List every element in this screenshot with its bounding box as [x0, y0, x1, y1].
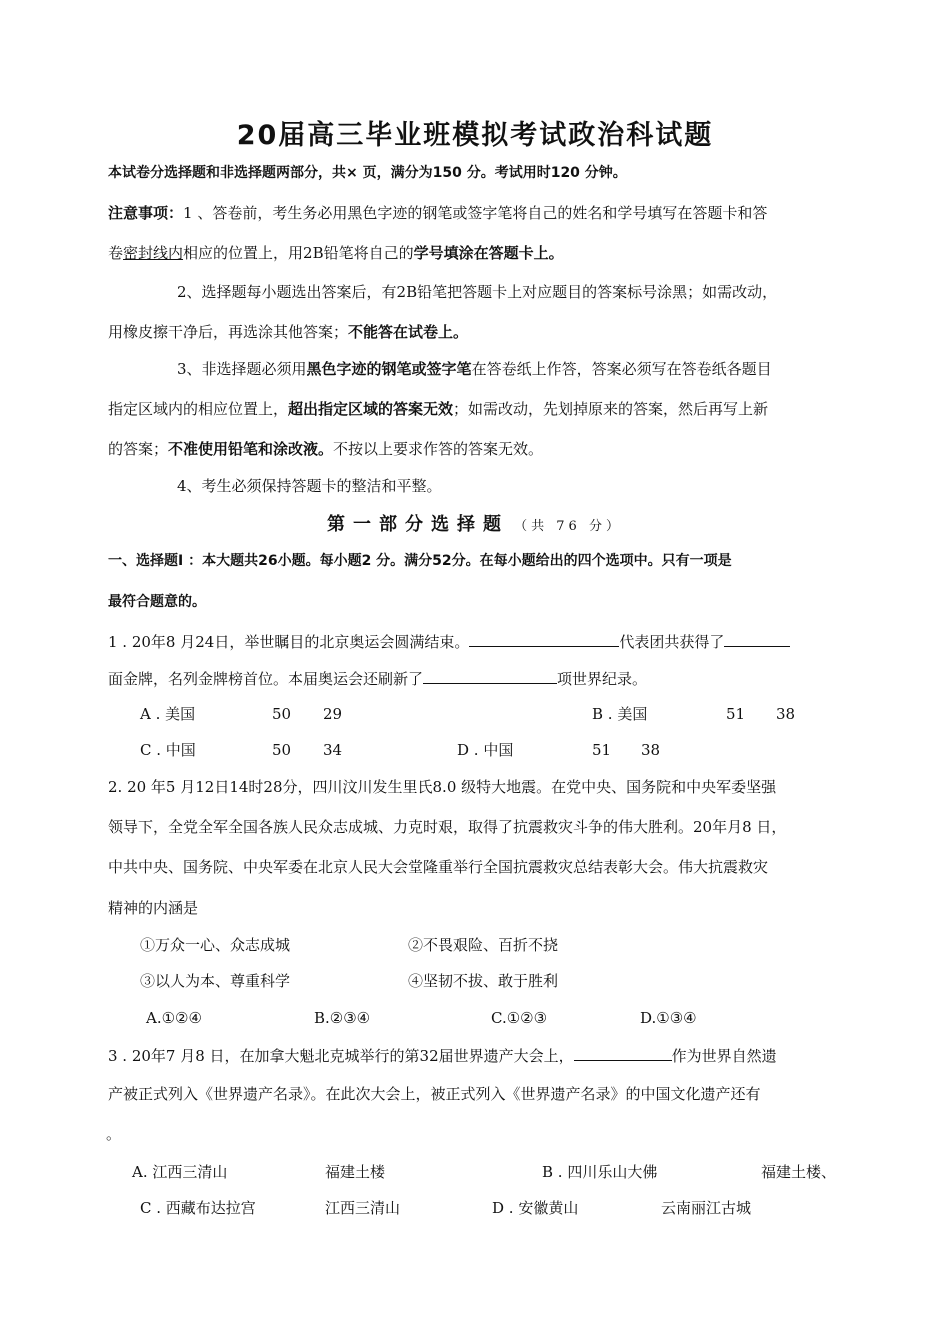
note-4: 4、考生必须保持答题卡的整洁和平整。 [177, 477, 442, 495]
note-text: 的答案； [108, 440, 169, 458]
note-emphasis: 学号填涂在答题卡上。 [413, 244, 564, 262]
option-value: 50 [272, 741, 292, 759]
option-value: 云南丽江古城 [661, 1199, 752, 1217]
question-3-option-a: A. 江西三清山 [132, 1163, 228, 1181]
part-heading [0, 510, 950, 536]
question-1-option-c: C . 中国 [140, 741, 196, 759]
note-text: 用橡皮擦干净后，再选涂其他答案； [108, 323, 349, 341]
note-1-line-1 [108, 203, 767, 223]
note-emphasis: 超出指定区域的答案无效 [288, 400, 454, 418]
question-2-option-d: D.①③④ [640, 1009, 697, 1027]
question-3-option-c: C . 西藏布达拉宫 [140, 1199, 256, 1217]
question-text: 项世界纪录。 [557, 670, 648, 688]
question-1-option-a [140, 704, 195, 724]
note-2-line-2 [108, 322, 468, 342]
note-text: 卷 [108, 244, 124, 262]
question-2-statement-4: ④坚韧不拔、敢于胜利 [408, 972, 559, 990]
question-text: 代表团共获得了 [619, 633, 725, 651]
question-3-option-d: D . 安徽黄山 [492, 1199, 579, 1217]
part-score: （共 76 分） [514, 519, 623, 534]
note-1-line-2 [108, 243, 564, 263]
option-value: 51 [592, 741, 612, 759]
question-3-line-2: 产被正式列入《世界遗产名录》。在此次大会上，被正式列入《世界遗产名录》的中国文化遗产还有 [108, 1085, 761, 1103]
option-value: 38 [776, 705, 796, 723]
option-value: 38 [641, 741, 661, 759]
question-3-option-b: B . 四川乐山大佛 [542, 1163, 658, 1181]
note-text: 在答卷纸上作答，答案必须写在答卷纸各题目 [471, 360, 772, 378]
note-3-line-3 [108, 439, 543, 459]
option-value: 50 [272, 705, 292, 723]
option-value: 29 [323, 705, 343, 723]
answer-blank [423, 667, 557, 684]
note-text: 指定区域内的相应位置上， [108, 400, 289, 418]
question-text: 面金牌，名列金牌榜首位。本届奥运会还刷新了 [108, 670, 424, 688]
question-2-line-2: 领导下，全党全军全国各族人民众志成城、力克时艰，取得了抗震救灾斗争的伟大胜利。20年月8 日， [108, 818, 787, 836]
note-text: 相应的位置上，用2B铅笔将自己的 [183, 244, 414, 262]
question-2-line-1: 2. 20 年5 月12日14时28分，四川汶川发生里氏8.0 级特大地震。在党中央、国务院和中央军委坚强 [108, 778, 777, 796]
question-text: 1 . 20年8 月24日，举世瞩目的北京奥运会圆满结束。 [108, 633, 470, 651]
note-text: ；如需改动，先划掉原来的答案，然后再写上新 [453, 400, 769, 418]
question-3-line-3: 。 [106, 1125, 122, 1143]
notes-label: 注意事项： [108, 204, 184, 222]
option-value: 34 [323, 741, 343, 759]
option-value: 51 [726, 705, 746, 723]
option-value: 福建土楼、 [761, 1163, 837, 1181]
answer-blank [724, 630, 790, 647]
question-1-option-d: D . 中国 [457, 741, 514, 759]
question-text: 作为世界自然遗 [671, 1047, 777, 1065]
note-underlined-text: 密封线内 [123, 244, 184, 262]
note-emphasis: 不能答在试卷上。 [348, 323, 469, 341]
question-3-line-1 [108, 1044, 777, 1066]
answer-blank [574, 1044, 672, 1061]
question-1-line-1 [108, 630, 790, 652]
page-title: 20届高三毕业班模拟考试政治科试题 [236, 120, 714, 151]
section-1-instruction: 一、选择题Ⅰ ：本大题共26小题。每小题2 分。满分52分。在每小题给出的四个选项中。只有一项是 [108, 553, 732, 569]
question-1-line-2 [108, 667, 647, 689]
question-2-line-3: 中共中央、国务院、中央军委在北京人民大会堂隆重举行全国抗震救灾总结表彰大会。伟大抗震救灾 [108, 858, 769, 876]
note-emphasis: 黑色字迹的钢笔或签字笔 [306, 360, 472, 378]
option-label: A . 美国 [140, 705, 196, 723]
note-2-line-1: 2、选择题每小题选出答案后，有2B铅笔把答题卡上对应题目的答案标号涂黑；如需改动， [177, 283, 778, 301]
note-3-line-1 [177, 359, 772, 379]
question-2-statement-3: ③以人为本、尊重科学 [140, 972, 291, 990]
section-1-instruction-cont: 最符合题意的。 [108, 594, 206, 610]
question-2-option-b: B.②③④ [314, 1009, 371, 1027]
question-2-option-c: C.①②③ [491, 1009, 548, 1027]
question-text: 3 . 20年7 月8 日，在加拿大魁北克城举行的第32届世界遗产大会上， [108, 1047, 574, 1065]
note-1-text: 1 、答卷前，考生务必用黑色字迹的钢笔或签字笔将自己的姓名和学号填写在答题卡和答 [183, 204, 768, 222]
question-2-line-4: 精神的内涵是 [108, 899, 199, 917]
question-2-statement-1: ①万众一心、众志成城 [140, 936, 291, 954]
option-value: 福建土楼 [325, 1163, 386, 1181]
note-3-line-2 [108, 399, 768, 419]
part-title: 第一部分选择题 [327, 514, 510, 535]
note-emphasis: 不准使用铅笔和涂改液。 [168, 440, 334, 458]
question-2-option-a: A.①②④ [146, 1009, 202, 1027]
option-value: 江西三清山 [325, 1199, 401, 1217]
question-2-statement-2: ②不畏艰险、百折不挠 [408, 936, 559, 954]
answer-blank [469, 630, 619, 647]
note-text: 不按以上要求作答的答案无效。 [333, 440, 544, 458]
question-1-option-b: B . 美国 [592, 705, 648, 723]
exam-intro: 本试卷分选择题和非选择题两部分，共× 页，满分为150 分。考试用时120 分钟。 [108, 165, 627, 181]
note-text: 3、非选择题必须用 [177, 360, 307, 378]
